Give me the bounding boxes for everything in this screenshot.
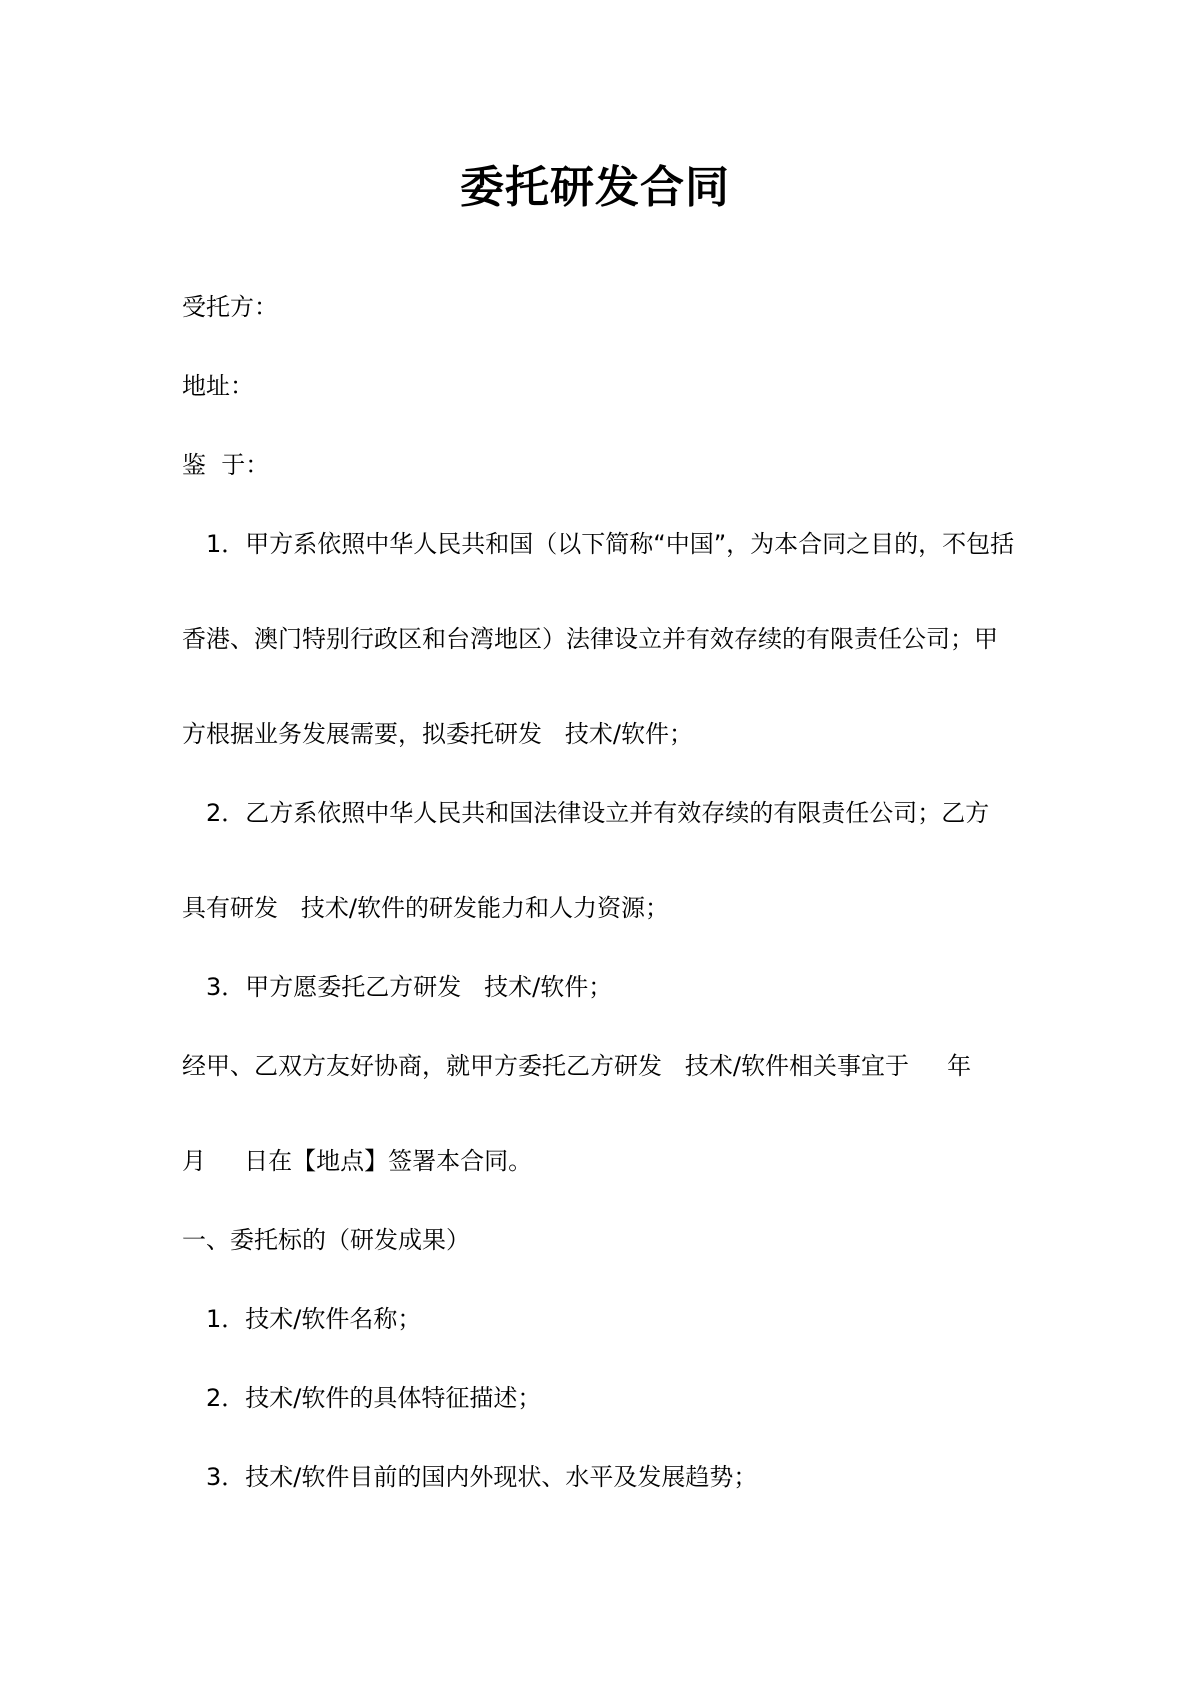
agreement-statement-line-1: 经甲、乙双方友好协商，就甲方委托乙方研发 技术/软件相关事宜于 年 xyxy=(182,1052,972,1080)
section-1-heading: 一、委托标的（研发成果） xyxy=(182,1226,470,1254)
document-title: 委托研发合同 xyxy=(460,162,730,213)
section-1-item-2: 2．技术/软件的具体特征描述； xyxy=(206,1384,542,1412)
recital-1-line-1: 1．甲方系依照中华人民共和国（以下简称“中国”，为本合同之目的，不包括 xyxy=(206,530,1015,558)
section-1-item-1: 1．技术/软件名称； xyxy=(206,1305,422,1333)
recital-3: 3．甲方愿委托乙方研发 技术/软件； xyxy=(206,973,613,1001)
recital-1-line-2: 香港、澳门特别行政区和台湾地区）法律设立并有效存续的有限责任公司；甲 xyxy=(182,625,998,653)
recital-1-line-3: 方根据业务发展需要，拟委托研发 技术/软件； xyxy=(182,720,693,748)
address-label: 地址： xyxy=(182,372,254,400)
whereas-label: 鉴 于： xyxy=(182,451,270,479)
recital-2-line-1: 2．乙方系依照中华人民共和国法律设立并有效存续的有限责任公司；乙方 xyxy=(206,799,990,827)
section-1-item-3: 3．技术/软件目前的国内外现状、水平及发展趋势； xyxy=(206,1463,758,1491)
party-trustee-label: 受托方： xyxy=(182,293,278,321)
agreement-statement-line-2: 月 日在【地点】签署本合同。 xyxy=(182,1147,533,1175)
recital-2-line-2: 具有研发 技术/软件的研发能力和人力资源； xyxy=(182,894,669,922)
